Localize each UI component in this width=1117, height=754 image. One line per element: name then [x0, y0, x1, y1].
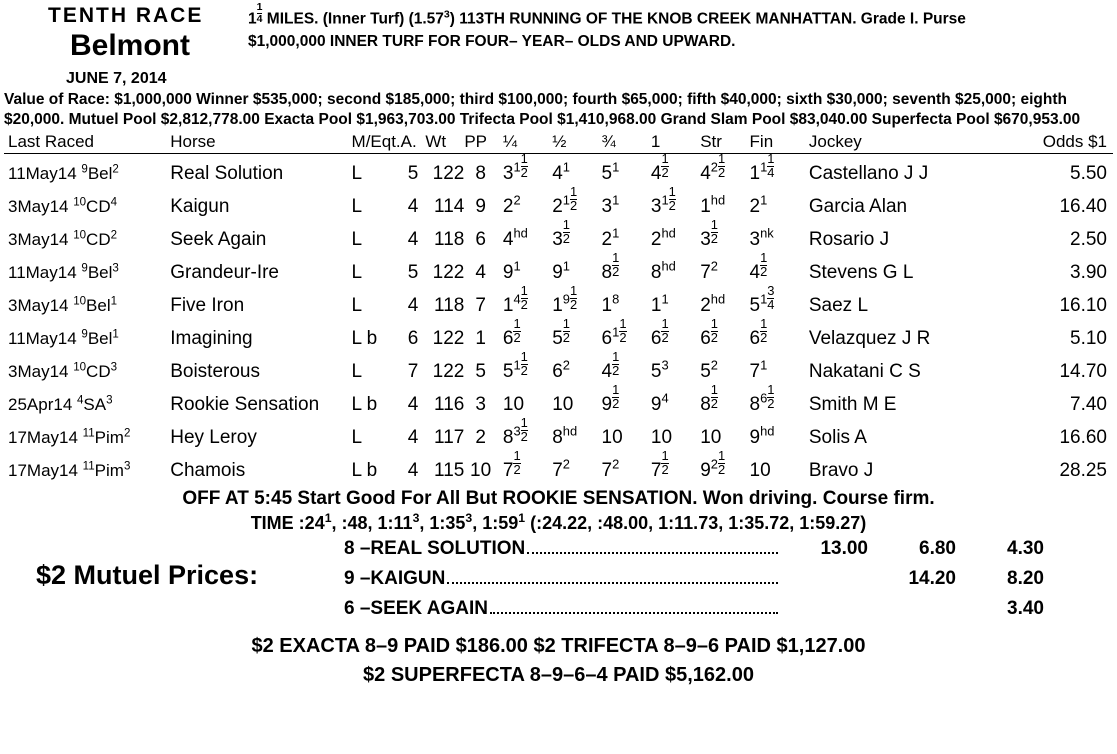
runner-horse-name: Boisterous [170, 360, 260, 382]
runner-call-quarter: $4^{hd}$ [502, 225, 528, 251]
runner-horse-name: Seek Again [170, 229, 267, 251]
runner-call-stretch: $5^2$ [700, 357, 718, 382]
payoff-horse: 9 –KAIGUN [344, 567, 446, 589]
runner-jockey: Nakatani C S [808, 360, 921, 382]
runner-weight: 117 [434, 426, 465, 448]
runner-call-stretch: $2^{hd}$ [700, 291, 726, 317]
exotic-payoffs [0, 632, 1117, 690]
runner-odds: 5.10 [1070, 327, 1107, 349]
runner-age: 4 [407, 196, 419, 218]
runner-medication-equipment: L [351, 360, 363, 382]
runner-medication-equipment: L b [351, 327, 378, 349]
runner-call-three-quarter: 9 $\frac{1}{2}$ [601, 381, 620, 415]
results-table-body [4, 151, 1113, 484]
runner-jockey: Stevens G L [808, 262, 914, 284]
runner-post-position: 3 [475, 393, 486, 415]
runner-call-half: $6^2$ [552, 357, 570, 382]
payoff-row [344, 538, 1044, 568]
runner-horse-name: Imagining [170, 327, 253, 349]
table-row [4, 154, 1113, 187]
col-wt: Wt [425, 132, 464, 154]
runner-call-three-quarter: 8 $\frac{1}{2}$ [601, 250, 620, 284]
runner-call-mile: $2^{hd}$ [650, 225, 676, 251]
table-row [4, 451, 1113, 484]
runner-call-half: $8^{hd}$ [552, 423, 578, 448]
col-jockey: Jockey [793, 132, 1043, 154]
runner-call-mile: $1^1$ [650, 291, 669, 317]
runner-last-raced: 11May14 $^9$Bel$^2$ [8, 163, 119, 184]
runner-call-stretch: $1^{hd}$ [700, 192, 726, 218]
table-row [4, 385, 1113, 418]
runner-jockey: Solis A [808, 426, 867, 448]
runner-call-mile: $3^1$ $\frac{1}{2}$ [650, 184, 676, 218]
runner-last-raced: 3May14 $^{10}$Bel$^1$ [8, 295, 118, 316]
table-row [4, 319, 1113, 352]
runner-last-raced: 3May14 $^{10}CD^2$ [8, 229, 118, 250]
results-table-header [4, 132, 1113, 154]
col-half: ½ [546, 132, 595, 154]
runner-call-mile: 4 $\frac{1}{2}$ [650, 151, 669, 185]
runner-post-position: 1 [475, 327, 486, 349]
col-horse: Horse [170, 132, 351, 154]
chart-header [0, 0, 1117, 88]
runner-call-mile: $5^3$ [650, 357, 669, 382]
runner-odds: 2.50 [1070, 229, 1107, 251]
runner-post-position: 10 [470, 459, 492, 481]
runner-call-three-quarter: $7^2$ [601, 456, 620, 481]
race-conditions-line-2: $1,000,000 INNER TURF FOR FOUR– YEAR– OLDS AND UPWARD. [248, 33, 736, 51]
runner-call-quarter: 10 [502, 393, 525, 415]
col-mile: 1 [645, 132, 694, 154]
payoff-show: 3.40 [1007, 597, 1044, 619]
runner-call-stretch: 6 $\frac{1}{2}$ [700, 316, 718, 349]
runner-call-quarter: 6 $\frac{1}{2}$ [502, 316, 521, 349]
payoff-place: 14.20 [908, 567, 956, 589]
payoff-place: 6.80 [919, 537, 956, 559]
runner-jockey: Garcia Alan [808, 196, 908, 218]
runner-weight: 115 [434, 459, 465, 481]
runner-horse-name: Rookie Sensation [170, 393, 320, 415]
runner-age: 4 [407, 459, 419, 481]
runner-medication-equipment: L [351, 196, 363, 218]
runner-post-position: 8 [475, 163, 486, 185]
col-three-quarter: ¾ [596, 132, 645, 154]
table-row [4, 286, 1113, 319]
runner-call-half: $7^2$ [552, 456, 570, 481]
runner-age: 4 [407, 426, 419, 448]
runner-jockey: Smith M E [808, 393, 897, 415]
runner-call-half: 3 $\frac{1}{2}$ [552, 217, 570, 251]
runner-weight: 114 [434, 196, 465, 218]
race-number-title: TENTH RACE [48, 4, 204, 27]
payoff-show: 8.20 [1007, 567, 1044, 589]
runner-call-quarter: 7 $\frac{1}{2}$ [502, 447, 521, 481]
runner-call-quarter: $9^1$ [502, 258, 521, 284]
runner-horse-name: Real Solution [170, 163, 284, 185]
table-row [4, 253, 1113, 286]
mutuel-payoffs [0, 538, 1117, 630]
payoff-leader-dots [527, 551, 778, 554]
runner-age: 5 [407, 163, 419, 185]
col-pp: PP [464, 132, 497, 154]
race-conditions-line-1: 1 $\frac{1}{4}$ MILES. (Inner Turf) (1.57$^3$) 113TH RUNNING OF THE KNOB CREEK MANHATTAN. Grade I. Purse [248, 1, 966, 28]
runner-age: 6 [407, 327, 419, 349]
table-row [4, 220, 1113, 253]
runner-horse-name: Five Iron [170, 295, 245, 317]
runner-call-quarter: $2^2$ [502, 192, 521, 218]
payoff-show: 4.30 [1007, 537, 1044, 559]
runner-call-finish: 10 [749, 459, 771, 481]
runner-medication-equipment: L [351, 163, 363, 185]
payoff-row [344, 568, 1044, 598]
exacta-trifecta-line: $2 EXACTA 8–9 PAID $186.00 $2 TRIFECTA 8–9–6 PAID $1,127.00 [251, 634, 866, 657]
payoff-win: 13.00 [820, 537, 868, 559]
runner-call-finish: $8^6$ $\frac{1}{2}$ [749, 381, 775, 415]
value-of-race: Value of Race: $1,000,000 Winner $535,000; second $185,000; third $100,000; fourth $65,000; fifth $40,000; sixth $30,000; seventh $25,000; eighth $20,000. Mutuel Pool $2,812,778.00 Exacta Pool $1,963,703.00 Trifecta Pool $1,410,968.00 Grand Slam Pool $83,040.00 Superfecta Pool $670,953.00 [4, 90, 1081, 128]
runner-age: 7 [407, 360, 419, 382]
runner-call-three-quarter: 10 [601, 426, 623, 448]
runner-call-stretch: $7^2$ [700, 258, 718, 284]
runner-call-stretch: 10 [700, 426, 722, 448]
runner-odds: 16.40 [1059, 196, 1107, 218]
off-time-line: OFF AT 5:45 Start Good For All But ROOKIE SENSATION. Won driving. Course firm. [182, 487, 935, 509]
runner-post-position: 7 [475, 295, 486, 317]
runner-odds: 5.50 [1070, 163, 1107, 185]
runner-call-half: $4^1$ [552, 160, 570, 185]
runner-call-quarter: $5^1$ $\frac{1}{2}$ [502, 349, 528, 382]
runner-call-quarter: $8^3$ $\frac{1}{2}$ [502, 414, 528, 448]
runner-call-half: 5 $\frac{1}{2}$ [552, 316, 570, 349]
runner-medication-equipment: L b [351, 459, 378, 481]
runner-weight: 122 [432, 327, 465, 349]
runner-call-three-quarter: $3^1$ [601, 192, 620, 218]
runner-odds: 16.10 [1059, 295, 1107, 317]
runner-horse-name: Chamois [170, 459, 246, 481]
runner-odds: 7.40 [1070, 393, 1107, 415]
runner-weight: 122 [432, 360, 465, 382]
runner-call-finish: $2^1$ [749, 192, 768, 218]
runner-horse-name: Grandeur-Ire [170, 262, 279, 284]
runner-jockey: Saez L [808, 295, 869, 317]
col-last-raced: Last Raced [4, 132, 170, 154]
track-name: Belmont [70, 29, 190, 62]
col-age: A. [401, 132, 426, 154]
runner-call-finish: $9^{hd}$ [749, 423, 775, 448]
payoff-horse: 6 –SEEK AGAIN [344, 597, 488, 619]
runner-odds: 28.25 [1059, 459, 1107, 481]
runner-call-stretch: 8 $\frac{1}{2}$ [700, 381, 718, 415]
runner-jockey: Velazquez J R [808, 327, 931, 349]
race-conditions [248, 1, 1110, 53]
runner-call-mile: $9^4$ [650, 390, 669, 415]
runner-last-raced: 11May14 $^9$Bel$^1$ [8, 328, 119, 348]
runner-call-finish: $5^1$ $\frac{3}{4}$ [749, 283, 775, 317]
runner-post-position: 2 [475, 426, 486, 448]
runner-jockey: Rosario J [808, 229, 890, 251]
runner-call-three-quarter: $5^1$ [601, 160, 620, 185]
runner-call-stretch: $4^2$ $\frac{1}{2}$ [700, 151, 726, 185]
runner-last-raced: 11May14 $^9$Bel$^3$ [8, 262, 119, 283]
runner-medication-equipment: L [351, 426, 363, 448]
runner-last-raced: 17May14 $^{11}$Pim$^2$ [8, 427, 131, 447]
runner-medication-equipment: L b [351, 393, 378, 415]
runner-call-half: 10 [552, 393, 574, 415]
runner-call-half: $1^9$ $\frac{1}{2}$ [552, 283, 578, 317]
runner-call-three-quarter: 4 $\frac{1}{2}$ [601, 349, 620, 382]
runner-medication-equipment: L [351, 295, 363, 317]
runner-weight: 116 [434, 393, 465, 415]
runner-age: 5 [407, 262, 419, 284]
runner-call-quarter: $3^1$ $\frac{1}{2}$ [502, 151, 528, 185]
runner-medication-equipment: L [351, 262, 363, 284]
runner-last-raced: 25Apr14 $^4SA^3$ [8, 394, 113, 414]
runner-call-three-quarter: $6^1$ $\frac{1}{2}$ [601, 316, 627, 349]
runner-horse-name: Hey Leroy [170, 426, 257, 448]
col-stretch: Str [694, 132, 743, 154]
table-row [4, 418, 1113, 451]
runner-post-position: 5 [475, 360, 486, 382]
payoff-row [344, 598, 1044, 628]
fractional-times-line: TIME $:24^1$, :48, $1:11^3$, $1:35^3$, $1:59^1$ (:24.22, :48.00, 1:11.73, 1:35.72, 1:59.27) [250, 510, 867, 533]
mutuel-prices-label: $2 Mutuel Prices: [36, 559, 259, 590]
payoff-rows [344, 538, 1044, 628]
payoff-leader-dots [490, 611, 778, 614]
runner-medication-equipment: L [351, 229, 363, 251]
runner-post-position: 6 [475, 229, 486, 251]
runner-weight: 118 [434, 295, 465, 317]
col-finish: Fin [744, 132, 793, 154]
col-meqt: M/Eqt. [352, 132, 401, 154]
runner-call-mile: $8^{hd}$ [650, 258, 676, 284]
superfecta-line: $2 SUPERFECTA 8–9–6–4 PAID $5,162.00 [363, 663, 754, 686]
runner-odds: 16.60 [1059, 426, 1107, 448]
runner-call-finish: $1^1$ $\frac{1}{4}$ [749, 151, 775, 185]
runner-weight: 118 [434, 229, 465, 251]
runner-weight: 122 [432, 262, 465, 284]
runner-age: 4 [407, 229, 419, 251]
results-table [4, 132, 1113, 483]
runner-last-raced: 17May14 $^{11}$Pim$^3$ [8, 459, 131, 480]
col-odds: Odds $1 [1043, 132, 1113, 154]
runner-call-quarter: $1^4$ $\frac{1}{2}$ [502, 283, 528, 317]
runner-call-finish: $3^{nk}$ [749, 225, 774, 251]
runner-odds: 3.90 [1070, 262, 1107, 284]
runner-last-raced: 3May14 $^{10}CD^4$ [8, 196, 118, 217]
runner-odds: 14.70 [1059, 360, 1107, 382]
runner-call-stretch: $9^2$ $\frac{1}{2}$ [700, 447, 726, 481]
runner-horse-name: Kaigun [170, 196, 230, 218]
runner-post-position: 9 [475, 196, 486, 218]
runner-call-stretch: 3 $\frac{1}{2}$ [700, 217, 718, 251]
runner-call-finish: 4 $\frac{1}{2}$ [749, 250, 768, 284]
runner-age: 4 [407, 393, 419, 415]
runner-call-mile: 10 [650, 426, 673, 448]
col-quarter: ¼ [497, 132, 546, 154]
runner-weight: 122 [432, 163, 465, 185]
runner-call-three-quarter: $1^8$ [601, 291, 620, 317]
runner-post-position: 4 [475, 262, 486, 284]
payoff-horse: 8 –REAL SOLUTION [344, 537, 526, 559]
race-date: JUNE 7, 2014 [66, 69, 167, 87]
runner-call-half: $9^1$ [552, 258, 570, 284]
runner-age: 4 [407, 295, 419, 317]
table-header-row [4, 132, 1113, 154]
runner-call-mile: 6 $\frac{1}{2}$ [650, 316, 669, 349]
table-row [4, 187, 1113, 220]
runner-jockey: Bravo J [808, 459, 874, 481]
table-row [4, 352, 1113, 385]
runner-call-mile: 7 $\frac{1}{2}$ [650, 447, 669, 481]
runner-call-half: $2^1$ $\frac{1}{2}$ [552, 184, 578, 218]
runner-call-three-quarter: $2^1$ [601, 225, 620, 251]
runner-jockey: Castellano J J [808, 163, 929, 185]
runner-call-finish: $7^1$ [749, 357, 768, 382]
runner-call-finish: 6 $\frac{1}{2}$ [749, 316, 768, 349]
payoff-leader-dots [447, 581, 778, 584]
runner-last-raced: 3May14 $^{10}CD^3$ [8, 361, 118, 381]
